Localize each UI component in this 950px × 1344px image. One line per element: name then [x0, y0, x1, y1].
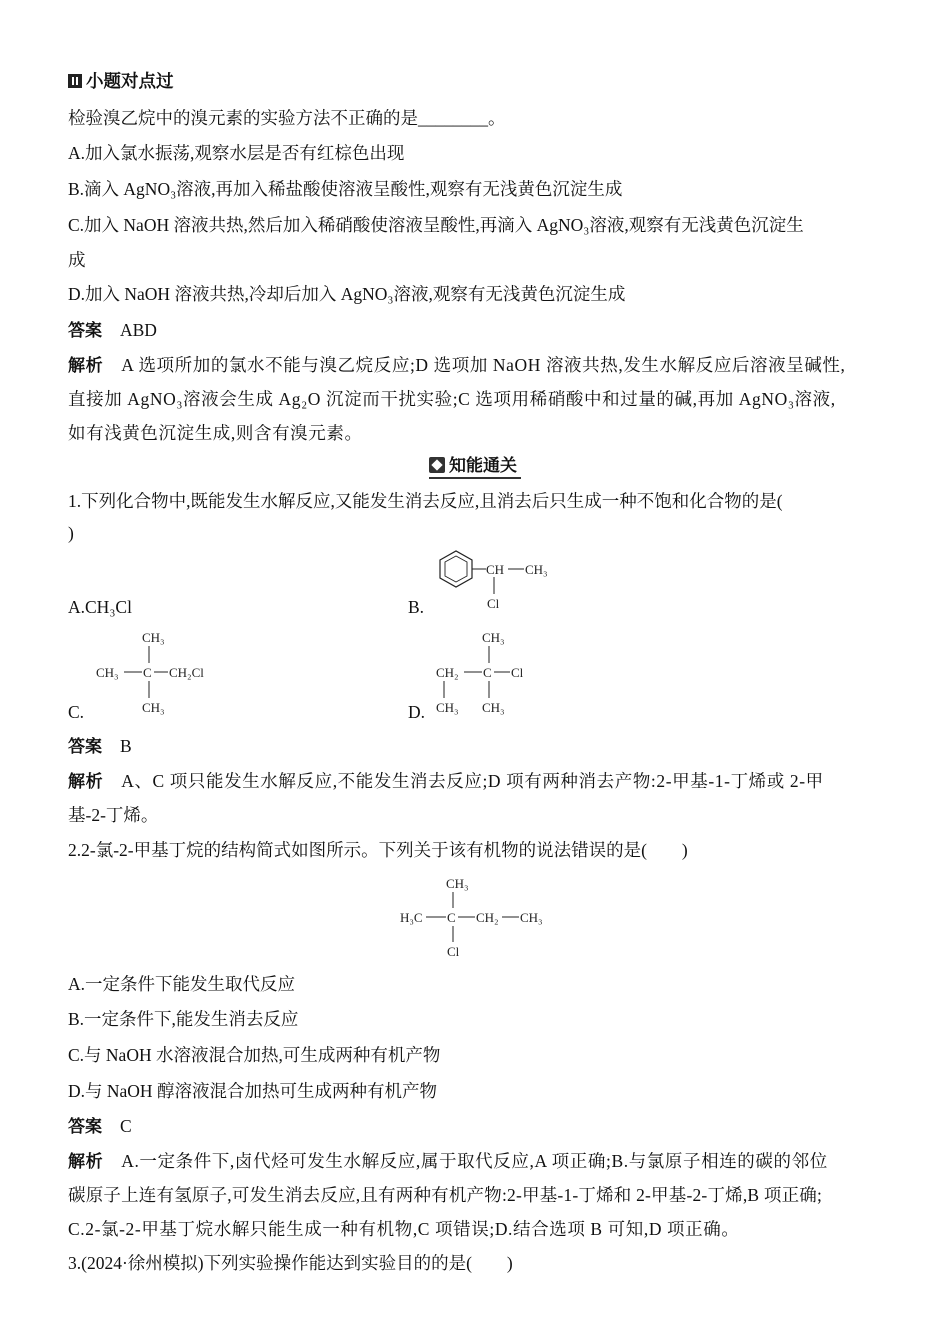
- struct-c-right: CH₂Cl: [169, 665, 204, 680]
- q1-option-a: A.CH₃Cl: [68, 597, 132, 617]
- q2-struct-bottom: Cl: [447, 944, 460, 959]
- struct-d-right: Cl: [511, 665, 524, 680]
- q2-option-b: B.一定条件下,能发生消去反应: [68, 1009, 299, 1029]
- struct-d-top: CH₃: [482, 630, 505, 645]
- struct-c-bottom: CH₃: [142, 700, 165, 715]
- answer-label: 答案: [68, 1117, 102, 1136]
- q1-answer-line: [68, 734, 132, 759]
- structure-c-diagram: [92, 626, 232, 722]
- q2-structure-diagram: [396, 872, 566, 964]
- q2-struct-mid: CH₂: [476, 910, 499, 925]
- struct-b-ch3: CH₃: [525, 562, 548, 577]
- question-text: 检验溴乙烷中的溴元素的实验方法不正确的是________。: [68, 108, 506, 128]
- option-d: D.加入 NaOH 溶液共热,冷却后加入 AgNO₃溶液,观察有无浅黄色沉淀生成: [68, 284, 626, 304]
- q1-analysis-line-1: 解析 A、C 项只能发生水解反应,不能发生消去反应;D 项有两种消去产物:2-甲基-1-丁烯或 2-甲: [68, 771, 824, 791]
- option-a: A.加入氯水振荡,观察水层是否有红棕色出现: [68, 143, 405, 163]
- analysis-label: 解析: [68, 1152, 104, 1171]
- structure-d-diagram: [432, 626, 552, 722]
- answer-value: ABD: [120, 320, 157, 340]
- struct-d-bottom-left: CH₃: [436, 700, 459, 715]
- analysis-label: 解析: [68, 356, 104, 375]
- struct-d-left: CH₂: [436, 665, 459, 680]
- struct-b-ch: CH: [486, 562, 505, 577]
- option-b: B.滴入 AgNO₃溶液,再加入稀盐酸使溶液呈酸性,观察有无浅黄色沉淀生成: [68, 179, 623, 199]
- q2-struct-center: C: [447, 910, 456, 925]
- q1-stem-cont: ): [68, 523, 74, 543]
- answer-line: [68, 318, 157, 343]
- analysis-line-1: 解析 A 选项所加的氯水不能与溴乙烷反应;D 选项加 NaOH 溶液共热,发生水解反应后溶液呈碱性,: [68, 355, 846, 375]
- section-header-small-questions: 小题对点过: [68, 68, 174, 94]
- q2-analysis-line-2: 碳原子上连有氢原子,可发生消去反应,且有两种有机产物:2-甲基-1-丁烯和 2-甲基-2-丁烯,B 项正确;: [68, 1185, 823, 1205]
- diamond-icon: [429, 457, 445, 473]
- answer-value: C: [120, 1116, 132, 1136]
- struct-c-top: CH₃: [142, 630, 165, 645]
- option-c: C.加入 NaOH 溶液共热,然后加入稀硝酸使溶液呈酸性,再滴入 AgNO₃溶液,观察有无浅黄色沉淀生: [68, 215, 804, 235]
- struct-c-left: CH₃: [96, 665, 119, 680]
- struct-d-bottom: CH₃: [482, 700, 505, 715]
- q2-answer-line: [68, 1114, 132, 1139]
- q2-option-d: D.与 NaOH 醇溶液混合加热可生成两种有机产物: [68, 1081, 437, 1101]
- q2-analysis-line-1: 解析 A.一定条件下,卤代烃可发生水解反应,属于取代反应,A 项正确;B.与氯原子相连的碳的邻位: [68, 1151, 828, 1171]
- q2-option-a: A.一定条件下能发生取代反应: [68, 974, 296, 994]
- answer-label: 答案: [68, 737, 102, 756]
- analysis-line-2: 直接加 AgNO₃溶液会生成 Ag₂O 沉淀而干扰实验;C 选项用稀硝酸中和过量的碱,再加 AgNO₃溶液,: [68, 389, 836, 409]
- q2-analysis-line-3: C.2-氯-2-甲基丁烷水解只能生成一种有机物,C 项错误;D.结合选项 B 可知,D 项正确。: [68, 1219, 740, 1239]
- section-marker-icon: [68, 74, 82, 88]
- q3-stem: 3.(2024·徐州模拟)下列实验操作能达到实验目的的是( ): [68, 1253, 513, 1273]
- q2-stem: 2.2-氯-2-甲基丁烷的结构简式如图所示。下列关于该有机物的说法错误的是( ): [68, 840, 688, 860]
- answer-value: B: [120, 736, 132, 756]
- answer-label: 答案: [68, 321, 102, 340]
- q1-option-c-label: C.: [68, 702, 85, 722]
- analysis-line-3: 如有浅黄色沉淀生成,则含有溴元素。: [68, 423, 363, 443]
- q1-stem: 1.下列化合物中,既能发生水解反应,又能发生消去反应,且消去后只生成一种不饱和化合物的是(: [68, 491, 783, 511]
- q1-analysis-line-2: 基-2-丁烯。: [68, 805, 159, 825]
- struct-d-center: C: [483, 665, 492, 680]
- option-c-cont: 成: [68, 250, 86, 270]
- struct-b-cl: Cl: [487, 596, 500, 611]
- q2-struct-right: CH₃: [520, 910, 543, 925]
- q2-option-c: C.与 NaOH 水溶液混合加热,可生成两种有机产物: [68, 1045, 441, 1065]
- q1-option-d-label: D.: [408, 702, 426, 722]
- q2-struct-left: H₃C: [400, 910, 423, 925]
- q1-option-b-label: B.: [408, 597, 425, 617]
- analysis-label: 解析: [68, 772, 104, 791]
- struct-c-center: C: [143, 665, 152, 680]
- section-header-knowledge: 知能通关: [0, 451, 950, 479]
- structure-b-diagram: [428, 550, 568, 616]
- q2-struct-top: CH₃: [446, 876, 469, 891]
